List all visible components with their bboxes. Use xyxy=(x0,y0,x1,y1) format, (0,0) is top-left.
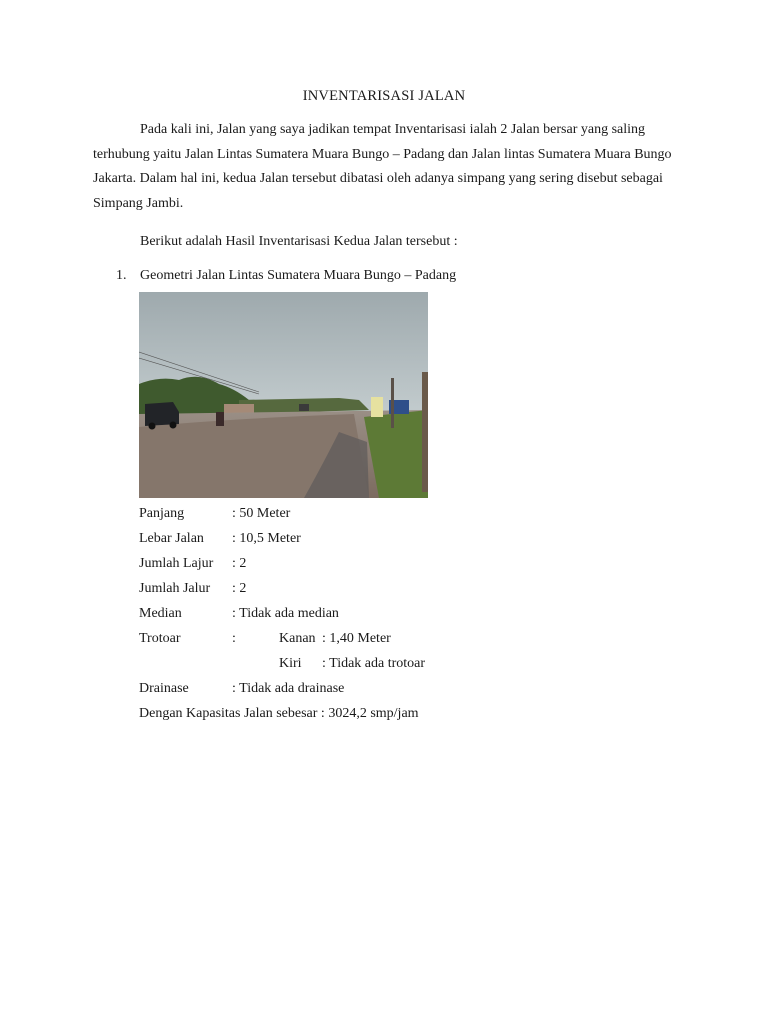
capacity-text: Dengan Kapasitas Jalan sebesar : 3024,2 smp/jam xyxy=(139,706,419,721)
detail-value: : 10,5 Meter xyxy=(232,531,301,546)
road-photo-drawing xyxy=(139,292,428,498)
detail-value: : 2 xyxy=(232,556,247,571)
distant-vehicle xyxy=(299,404,309,411)
detail-value: : 50 Meter xyxy=(232,506,291,521)
list-number: 1. xyxy=(116,268,127,283)
pole xyxy=(391,378,394,428)
intro-paragraph xyxy=(93,118,673,216)
detail-label: Trotoar xyxy=(139,631,181,646)
detail-value: : 2 xyxy=(232,581,247,596)
intro-paragraph-text: Pada kali ini, Jalan yang saya jadikan tempat Inventarisasi ialah 2 Jalan bersar yang saling terhubung yaitu Jalan Lintas Sumatera Muara Bungo – Padang dan Jalan lintas Sumatera Muara Bungo Jakarta. Dalam hal ini, kedua Jalan tersebut dibatasi oleh adanya simpang yang sering disebut sebagai Simpang Jambi. xyxy=(93,122,672,211)
detail-label: Lebar Jalan xyxy=(139,531,204,546)
trotoar-kiri-value: : Tidak ada trotoar xyxy=(322,656,426,671)
detail-label: Median xyxy=(139,606,182,621)
list-item-heading: Geometri Jalan Lintas Sumatera Muara Bungo – Padang xyxy=(140,268,457,283)
detail-label: Jumlah Jalur xyxy=(139,581,211,596)
detail-label: Drainase xyxy=(139,681,189,696)
detail-label: Panjang xyxy=(139,506,185,521)
trotoar-kanan-value: : 1,40 Meter xyxy=(322,631,391,646)
road-photo xyxy=(139,292,428,498)
detail-label: Jumlah Lajur xyxy=(139,556,214,571)
document-title: INVENTARISASI JALAN xyxy=(302,88,466,104)
building-edge xyxy=(422,372,428,492)
detail-colon: : xyxy=(232,631,236,646)
sign-board xyxy=(371,397,383,417)
detail-value: : Tidak ada drainase xyxy=(232,681,345,696)
trotoar-kanan-label: Kanan xyxy=(279,631,316,646)
motorcycle xyxy=(216,412,224,426)
trotoar-kiri-label: Kiri xyxy=(279,656,302,671)
results-intro: Berikut adalah Hasil Inventarisasi Kedua Jalan tersebut : xyxy=(140,234,458,249)
detail-value: : Tidak ada median xyxy=(232,606,339,621)
